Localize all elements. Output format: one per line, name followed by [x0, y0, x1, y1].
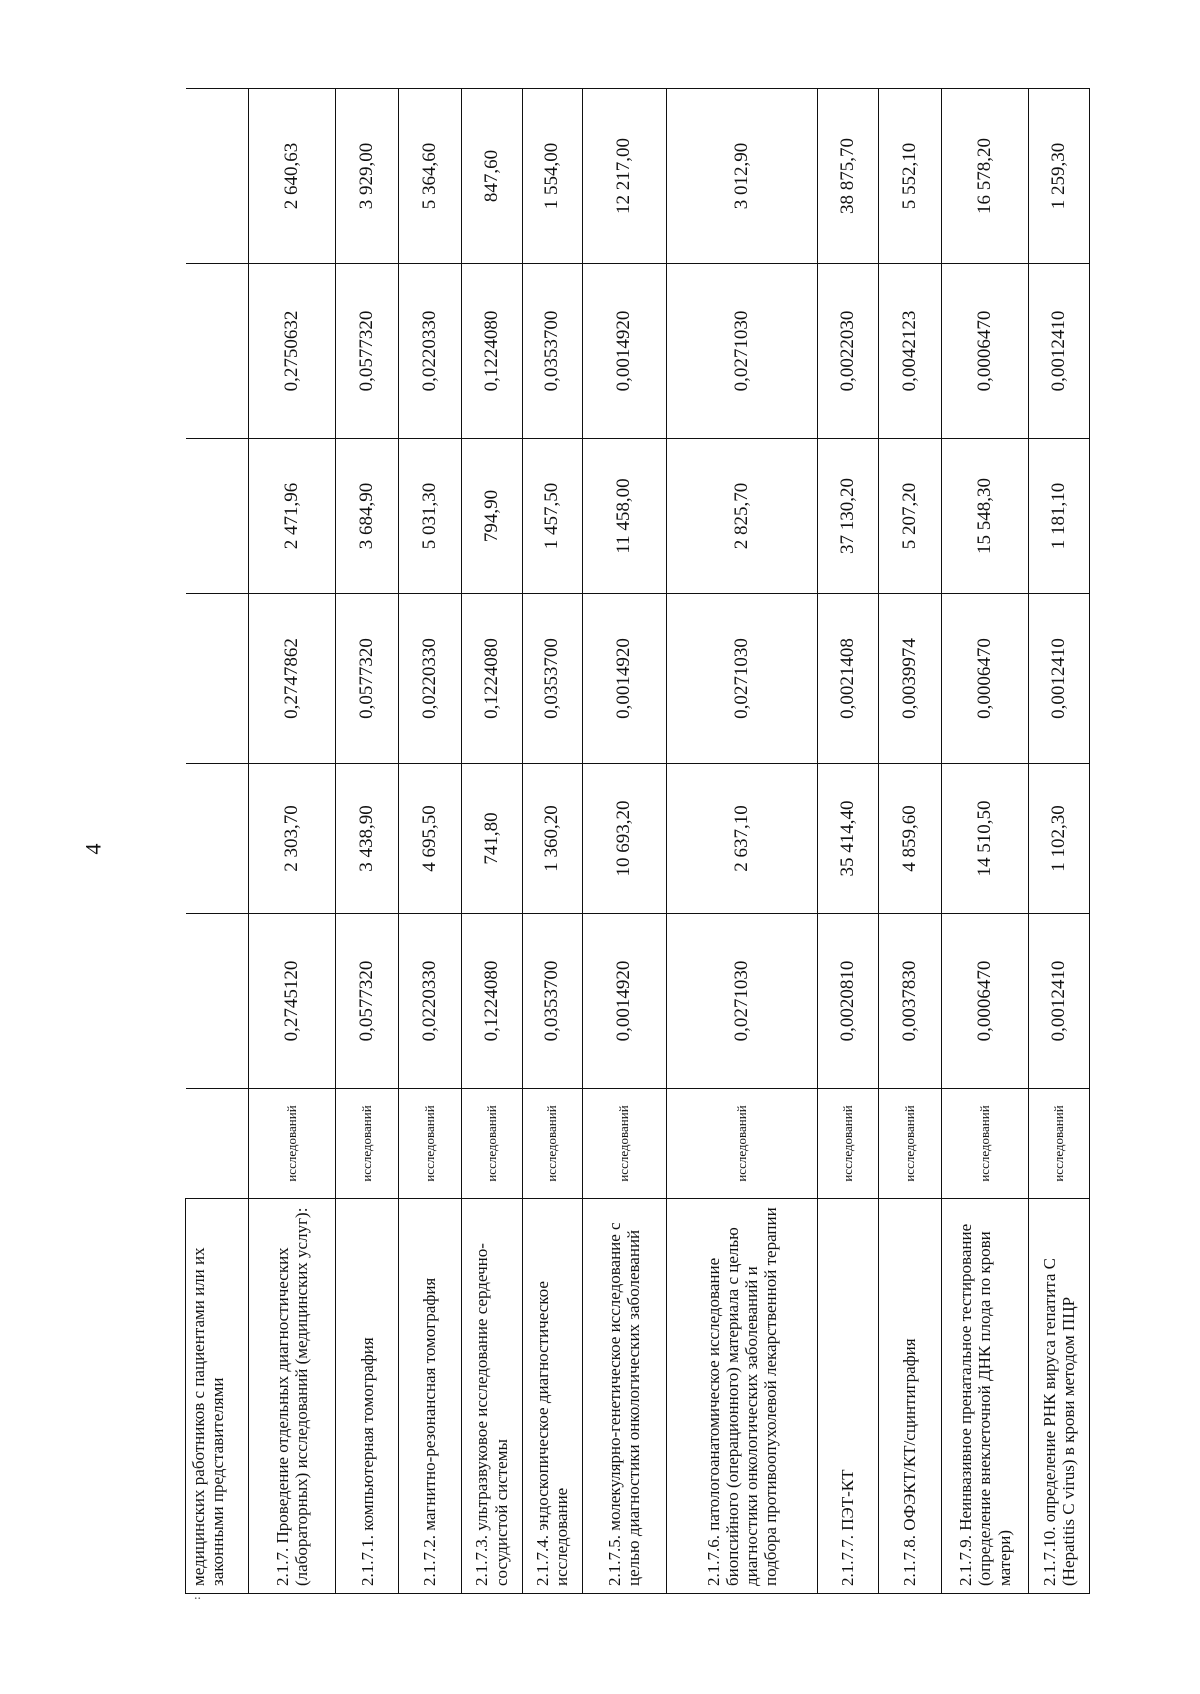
table-row	[336, 89, 399, 1594]
value-cell: 2 825,70	[666, 439, 818, 594]
value-cell: 0,0037830	[878, 914, 941, 1089]
row-unit: исследований	[522, 1089, 583, 1199]
value-cell: 0,0220330	[399, 264, 462, 439]
page-number: 4	[80, 843, 106, 855]
value-cell: 0,1224080	[461, 594, 522, 764]
value-cell: 1 554,00	[522, 89, 583, 264]
value-cell: 0,0012410	[1029, 914, 1090, 1089]
row-name: 2.1.7.8. ОФЭКТ/КТ/сцинтиграфия	[878, 1199, 941, 1594]
row-unit: исследований	[878, 1089, 941, 1199]
value-cell: 35 414,40	[818, 764, 879, 914]
row-unit: исследований	[818, 1089, 879, 1199]
row-unit: исследований	[941, 1089, 1029, 1199]
value-cell: 16 578,20	[941, 89, 1029, 264]
value-cell: 0,0353700	[522, 914, 583, 1089]
value-cell: 794,90	[461, 439, 522, 594]
value-cell: 0,0220330	[399, 914, 462, 1089]
value-cell: 1 181,10	[1029, 439, 1090, 594]
row-unit: исследований	[461, 1089, 522, 1199]
value-cell: 0,1224080	[461, 264, 522, 439]
continuation-cell: медицинских работников с пациентами или их законными представителями	[186, 1199, 249, 1594]
value-cell: 0,0012410	[1029, 594, 1090, 764]
table-row	[522, 89, 583, 1594]
table-row	[878, 89, 941, 1594]
row-name: 2.1.7.6. патологоанатомическое исследование биопсийного (операционного) материала с целью диагностики онкологических заболеваний и подбора противоопухолевой лекарственной терапии	[666, 1199, 818, 1594]
value-cell: 2 303,70	[248, 764, 336, 914]
value-cell: 0,0271030	[666, 264, 818, 439]
row-name: 2.1.7.7. ПЭТ-КТ	[818, 1199, 879, 1594]
value-cell: 0,0014920	[583, 594, 667, 764]
table-row	[461, 89, 522, 1594]
empty-cell	[186, 594, 249, 764]
row-name: 2.1.7.10. определение РНК вируса гепатита С (Hepatitis C virus) в крови методом ПЦР	[1029, 1199, 1090, 1594]
value-cell: 0,0006470	[941, 914, 1029, 1089]
value-cell: 0,0020810	[818, 914, 879, 1089]
value-cell: 1 360,20	[522, 764, 583, 914]
table-row	[941, 89, 1029, 1594]
value-cell: 15 548,30	[941, 439, 1029, 594]
table-row	[399, 89, 462, 1594]
value-cell: 0,0353700	[522, 264, 583, 439]
value-cell: 0,0012410	[1029, 264, 1090, 439]
value-cell: 0,0021408	[818, 594, 879, 764]
rotated-table-container	[185, 89, 1090, 1594]
value-cell: 1 102,30	[1029, 764, 1090, 914]
value-cell: 12 217,00	[583, 89, 667, 264]
value-cell: 5 207,20	[878, 439, 941, 594]
empty-cell	[186, 764, 249, 914]
value-cell: 0,0271030	[666, 594, 818, 764]
value-cell: 847,60	[461, 89, 522, 264]
table-row	[583, 89, 667, 1594]
tariff-table	[185, 88, 1090, 1594]
value-cell: 0,0039974	[878, 594, 941, 764]
value-cell: 10 693,20	[583, 764, 667, 914]
row-name: 2.1.7.2. магнитно-резонансная томография	[399, 1199, 462, 1594]
value-cell: 3 929,00	[336, 89, 399, 264]
row-name: 2.1.7.1. компьютерная томография	[336, 1199, 399, 1594]
value-cell: 0,2750632	[248, 264, 336, 439]
row-unit: исследований	[583, 1089, 667, 1199]
value-cell: 3 438,90	[336, 764, 399, 914]
value-cell: 0,0577320	[336, 594, 399, 764]
value-cell: 3 684,90	[336, 439, 399, 594]
value-cell: 4 859,60	[878, 764, 941, 914]
empty-cell	[186, 89, 249, 264]
value-cell: 0,0006470	[941, 264, 1029, 439]
table-row	[248, 89, 336, 1594]
table-row	[1029, 89, 1090, 1594]
value-cell: 2 471,96	[248, 439, 336, 594]
value-cell: 0,0014920	[583, 264, 667, 439]
table-row	[818, 89, 879, 1594]
value-cell: 0,2747862	[248, 594, 336, 764]
value-cell: 37 130,20	[818, 439, 879, 594]
row-name: 2.1.7.4. эндоскопическое диагностическое исследование	[522, 1199, 583, 1594]
value-cell: 5 364,60	[399, 89, 462, 264]
value-cell: 11 458,00	[583, 439, 667, 594]
value-cell: 3 012,90	[666, 89, 818, 264]
value-cell: 5 031,30	[399, 439, 462, 594]
row-name: 2.1.7.5. молекулярно-генетическое исследование с целью диагностики онкологических заболеваний	[583, 1199, 667, 1594]
value-cell: 1 259,30	[1029, 89, 1090, 264]
value-cell: 14 510,50	[941, 764, 1029, 914]
empty-cell	[186, 1089, 249, 1199]
row-name: 2.1.7.9. Неинвазивное пренатальное тестирование (определение внеклеточной ДНК плода по крови матери)	[941, 1199, 1029, 1594]
empty-cell	[186, 914, 249, 1089]
table-row	[186, 89, 249, 1594]
value-cell: 0,0022030	[818, 264, 879, 439]
value-cell: 0,0577320	[336, 264, 399, 439]
value-cell: 0,0220330	[399, 594, 462, 764]
value-cell: 0,0577320	[336, 914, 399, 1089]
row-name: 2.1.7. Проведение отдельных диагностических (лабораторных) исследований (медицинских услуг):	[248, 1199, 336, 1594]
value-cell: 0,0042123	[878, 264, 941, 439]
row-name: 2.1.7.3. ультразвуковое исследование сердечно-сосудистой системы	[461, 1199, 522, 1594]
value-cell: 741,80	[461, 764, 522, 914]
value-cell: 0,0353700	[522, 594, 583, 764]
row-unit: исследований	[248, 1089, 336, 1199]
stray-mark: ..	[194, 1588, 201, 1603]
row-unit: исследований	[336, 1089, 399, 1199]
value-cell: 0,0006470	[941, 594, 1029, 764]
value-cell: 5 552,10	[878, 89, 941, 264]
value-cell: 4 695,50	[399, 764, 462, 914]
empty-cell	[186, 439, 249, 594]
table-row	[666, 89, 818, 1594]
value-cell: 38 875,70	[818, 89, 879, 264]
value-cell: 0,2745120	[248, 914, 336, 1089]
value-cell: 0,1224080	[461, 914, 522, 1089]
row-unit: исследований	[1029, 1089, 1090, 1199]
value-cell: 2 637,10	[666, 764, 818, 914]
value-cell: 0,0271030	[666, 914, 818, 1089]
row-unit: исследований	[666, 1089, 818, 1199]
row-unit: исследований	[399, 1089, 462, 1199]
value-cell: 2 640,63	[248, 89, 336, 264]
empty-cell	[186, 264, 249, 439]
value-cell: 1 457,50	[522, 439, 583, 594]
value-cell: 0,0014920	[583, 914, 667, 1089]
